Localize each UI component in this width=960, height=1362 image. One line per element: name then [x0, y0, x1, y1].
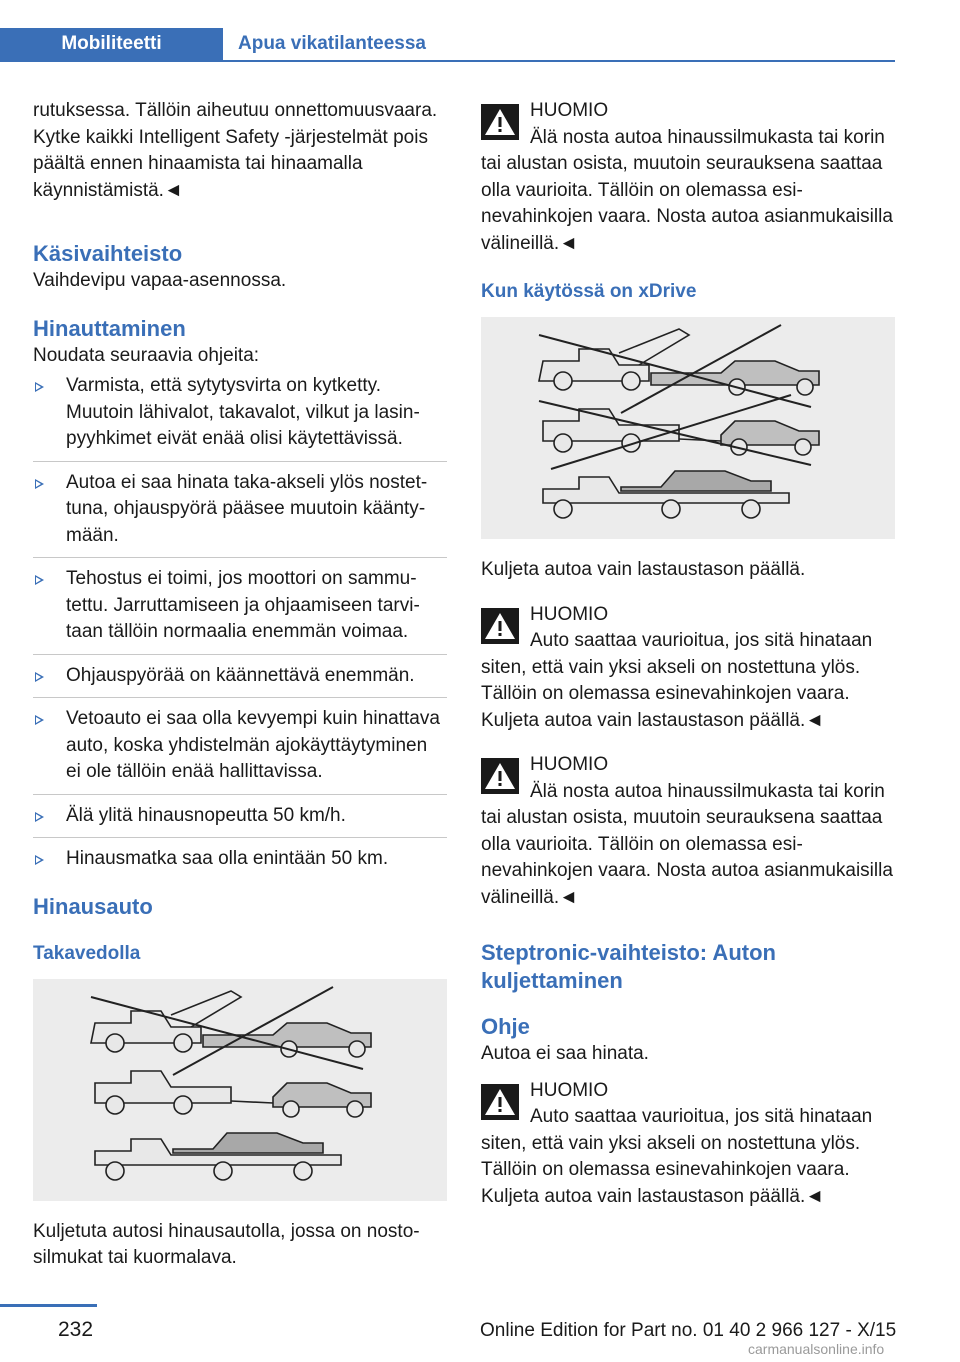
warning-block	[481, 602, 895, 735]
bullet-triangle-icon	[35, 479, 44, 489]
list-item	[33, 706, 447, 795]
tow-trucks-illustration	[33, 979, 447, 1201]
right-column	[481, 98, 895, 1210]
warning-block	[481, 752, 895, 911]
warning-title: HUOMIO	[530, 100, 609, 121]
list-item	[33, 803, 447, 839]
warning-block	[481, 1078, 895, 1211]
bullet-triangle-icon	[35, 855, 44, 865]
list-item	[33, 846, 447, 881]
header-divider	[0, 60, 895, 62]
bullet-triangle-icon	[35, 812, 44, 822]
warning-title: HUOMIO	[530, 754, 609, 775]
bullet-triangle-icon	[35, 575, 44, 585]
footer-divider	[0, 1304, 97, 1307]
paragraph-kasivaihteisto: Vaihdevipu vapaa-asennossa.	[33, 270, 287, 291]
list-item-text: Hinausmatka saa olla enintään 50 km.	[66, 848, 389, 869]
list-item-text: Tehostus ei toimi, jos moottori on sammutettu. Jarruttamiseen ja ohjaamiseen tarvitaan tällöin normaalia enemmän voimaa.	[66, 568, 420, 642]
list-item	[33, 373, 447, 462]
list-item	[33, 470, 447, 559]
list-item-text: Älä ylitä hinausnopeutta 50 km/h.	[66, 804, 346, 826]
warning-text: Auto saattaa vaurioitua, jos sitä hinataan siten, että vain yksi akseli on nostettuna ylös. Tällöin on olemassa esinevahinkojen vaara. Kuljeta autoa vain lastaustason päällä.◄	[481, 1106, 873, 1207]
warning-block	[481, 98, 895, 257]
section-tab-apua-vikatilanteessa[interactable]: Apua vikatilanteessa	[238, 33, 426, 54]
page-number: 232	[58, 1318, 94, 1341]
tow-trucks-illustration	[481, 317, 895, 539]
warning-triangle-icon	[481, 104, 519, 140]
list-item	[33, 566, 447, 655]
caption-xdrive: Kuljeta autoa vain lastaustason päällä.	[481, 559, 806, 580]
list-item-text: Vetoauto ei saa olla kevyempi kuin hinattava auto, koska yhdistelmän ajokäyttäytyminen ei ole tällöin enää hallittavissa.	[66, 708, 440, 782]
bullet-triangle-icon	[35, 715, 44, 725]
heading-kasivaihteisto: Käsivaihteisto	[33, 241, 183, 266]
warning-text: Älä nosta autoa hinaussilmukasta tai korin tai alustan osista, muutoin seurauksena saattaa olla vaurioita. Tällöin on olemassa esinevahinkojen vaara. Nosta autoa asianmukaisilla välineillä.◄	[481, 780, 893, 908]
warning-triangle-icon	[481, 1084, 519, 1120]
list-item-text: Autoa ei saa hinata taka-akseli ylös nostettuna, ohjauspyörä pääsee muutoin kääntymään.	[66, 471, 428, 546]
watermark: carmanualsonline.info	[748, 1341, 885, 1357]
list-item-text: Varmista, että sytytysvirta on kytketty. Muutoin lähivalot, takavalot, vilkut ja lasinpyyhkimet eivät enää olisi käytettävissä.	[66, 375, 420, 449]
heading-takavedolla: Takavedolla	[33, 942, 141, 964]
warning-triangle-icon	[481, 608, 519, 644]
list-item-text: Ohjauspyörää on käännettävä enemmän.	[66, 664, 415, 686]
warning-text: Auto saattaa vaurioitua, jos sitä hinataan siten, että vain yksi akseli on nostettuna ylös. Tällöin on olemassa esinevahinkojen vaara. Kuljeta autoa vain lastaustason päällä.◄	[481, 630, 873, 731]
towing-illustration-rear-drive	[33, 979, 447, 1201]
warning-triangle-icon	[481, 758, 519, 794]
warning-title: HUOMIO	[530, 1079, 609, 1101]
heading-hinauttaminen: Hinauttaminen	[33, 315, 186, 341]
instructions-list	[33, 373, 447, 881]
paragraph-ohje: Autoa ei saa hinata.	[481, 1043, 649, 1064]
heading-steptronic: Steptronic-vaihteisto: Auton kuljettaminen	[481, 940, 776, 993]
heading-hinausauto: Hinausauto	[33, 893, 153, 919]
bullet-triangle-icon	[35, 382, 44, 392]
heading-xdrive: Kun käytössä on xDrive	[481, 281, 697, 302]
heading-ohje: Ohje	[481, 1014, 530, 1039]
caption-towing: Kuljetuta autosi hinausautolla, jossa on nostosilmukat tai kuormalava.	[33, 1220, 420, 1268]
section-tab-mobiliteetti[interactable]: Mobiliteetti	[0, 28, 223, 60]
warning-title: HUOMIO	[530, 603, 609, 625]
page-header	[0, 28, 895, 62]
footer-edition: Online Edition for Part no. 01 40 2 966 127 - X/15	[480, 1320, 897, 1341]
left-column	[33, 98, 447, 1272]
warning-text: Älä nosta autoa hinaussilmukasta tai korin tai alustan osista, muutoin seurauksena saattaa olla vaurioita. Tällöin on olemassa esinevahinkojen vaara. Nosta autoa asianmukaisilla välineillä.◄	[481, 126, 893, 254]
towing-illustration-xdrive	[481, 317, 895, 539]
bullet-triangle-icon	[35, 672, 44, 682]
paragraph-noudata: Noudata seuraavia ohjeita:	[33, 344, 260, 366]
intro-paragraph: rutuksessa. Tällöin aiheutuu onnettomuusvaara. Kytke kaikki Intelligent Safety -järjestelmät pois päältä ennen hinaamista tai hinaamalla käynnistämistä.◄	[33, 100, 438, 201]
list-item	[33, 663, 447, 699]
